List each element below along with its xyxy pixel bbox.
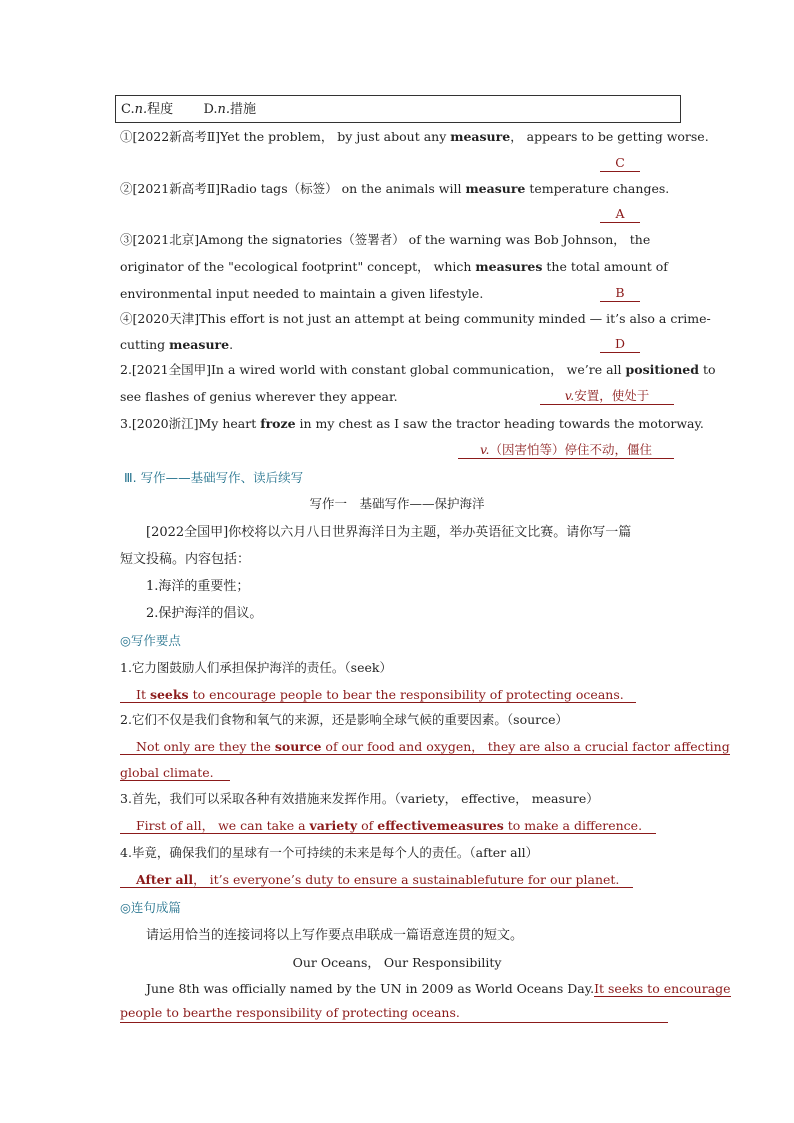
section-3-subtitle: 写作一 基础写作——保护海洋	[309, 496, 485, 511]
key-point-1-answer: It seeks to encourage people to bear the responsibility of protecting oceans.	[120, 686, 636, 704]
item-2-text: ②[2021新高考Ⅱ]Radio tags（标签） on the animals will measure temperature changes.	[120, 181, 670, 196]
item-1-answer: C	[600, 155, 640, 172]
options-line: C.n.程度 D.n.措施	[121, 102, 257, 117]
key-point-2-question: 2.它们不仅是我们食物和氧气的来源，还是影响全球气候的重要因素。（source）	[120, 712, 569, 727]
q3-answer: v.（因害怕等）停住不动，僵住	[458, 442, 674, 459]
options-box	[115, 95, 681, 123]
key-point-3-answer: First of all， we can take a variety of effectivemeasures to make a difference.	[120, 817, 656, 835]
item-4-line2: cutting measure.	[120, 337, 234, 352]
key-point-2-answer: Not only are they the source of our food and oxygen， they are also a crucial factor affecting	[120, 738, 730, 756]
item-4-line1: ④[2020天津]This effort is not just an attempt at being community minded — it’s also a crime-	[120, 311, 711, 326]
prompt-line1: [2022全国甲]你校将以六月八日世界海洋日为主题，举办英语征文比赛。请你写一篇	[146, 525, 632, 540]
item-3-line3: environmental input needed to maintain a given lifestyle.	[120, 286, 484, 301]
essay-line2: people to bearthe responsibility of protecting oceans.	[120, 1004, 668, 1023]
item-3-line1: ③[2021北京]Among the signatories（签署者） of the warning was Bob Johnson， the	[120, 232, 651, 247]
compose-heading: ◎连句成篇	[120, 900, 181, 915]
prompt-point2: 2.保护海洋的倡议。	[146, 606, 263, 621]
q2-line1: 2.[2021全国甲]In a wired world with constant global communication， we’re all positioned to	[120, 362, 716, 377]
q2-line2: see flashes of genius wherever they appear.	[120, 389, 398, 404]
prompt-line2: 短文投稿。内容包括：	[120, 552, 251, 567]
key-point-1-question: 1.它力图鼓励人们承担保护海洋的责任。（seek）	[120, 660, 392, 675]
section-3-title: Ⅲ. 写作——基础写作、读后续写	[124, 470, 304, 485]
essay-title: Our Oceans， Our Responsibility	[292, 955, 502, 970]
item-3-answer: B	[600, 285, 640, 302]
key-points-heading: ◎写作要点	[120, 633, 181, 648]
key-point-3-question: 3.首先，我们可以采取各种有效措施来发挥作用。（variety， effective， measure）	[120, 791, 599, 806]
item-1-text: ①[2022新高考Ⅱ]Yet the problem， by just about any measure， appears to be getting worse.	[120, 129, 709, 144]
key-point-4-answer: After all， it’s everyone’s duty to ensure a sustainablefuture for our planet.	[120, 871, 633, 889]
item-4-answer: D	[600, 336, 640, 353]
q3-line: 3.[2020浙江]My heart froze in my chest as I saw the tractor heading towards the motorway.	[120, 416, 704, 431]
key-point-2-answer-line2: global climate.	[120, 764, 230, 782]
compose-instruction: 请运用恰当的连接词将以上写作要点串联成一篇语意连贯的短文。	[146, 928, 524, 943]
q2-answer: v.安置，使处于	[540, 388, 674, 405]
key-point-4-question: 4.毕竟，确保我们的星球有一个可持续的未来是每个人的责任。（after all）	[120, 845, 539, 860]
prompt-point1: 1.海洋的重要性；	[146, 579, 250, 594]
essay-line1: June 8th was officially named by the UN in 2009 as World Oceans Day.It seeks to encourage	[146, 981, 731, 996]
item-3-line2: originator of the "ecological footprint" concept， which measures the total amount of	[120, 259, 668, 274]
item-2-answer: A	[600, 206, 640, 223]
